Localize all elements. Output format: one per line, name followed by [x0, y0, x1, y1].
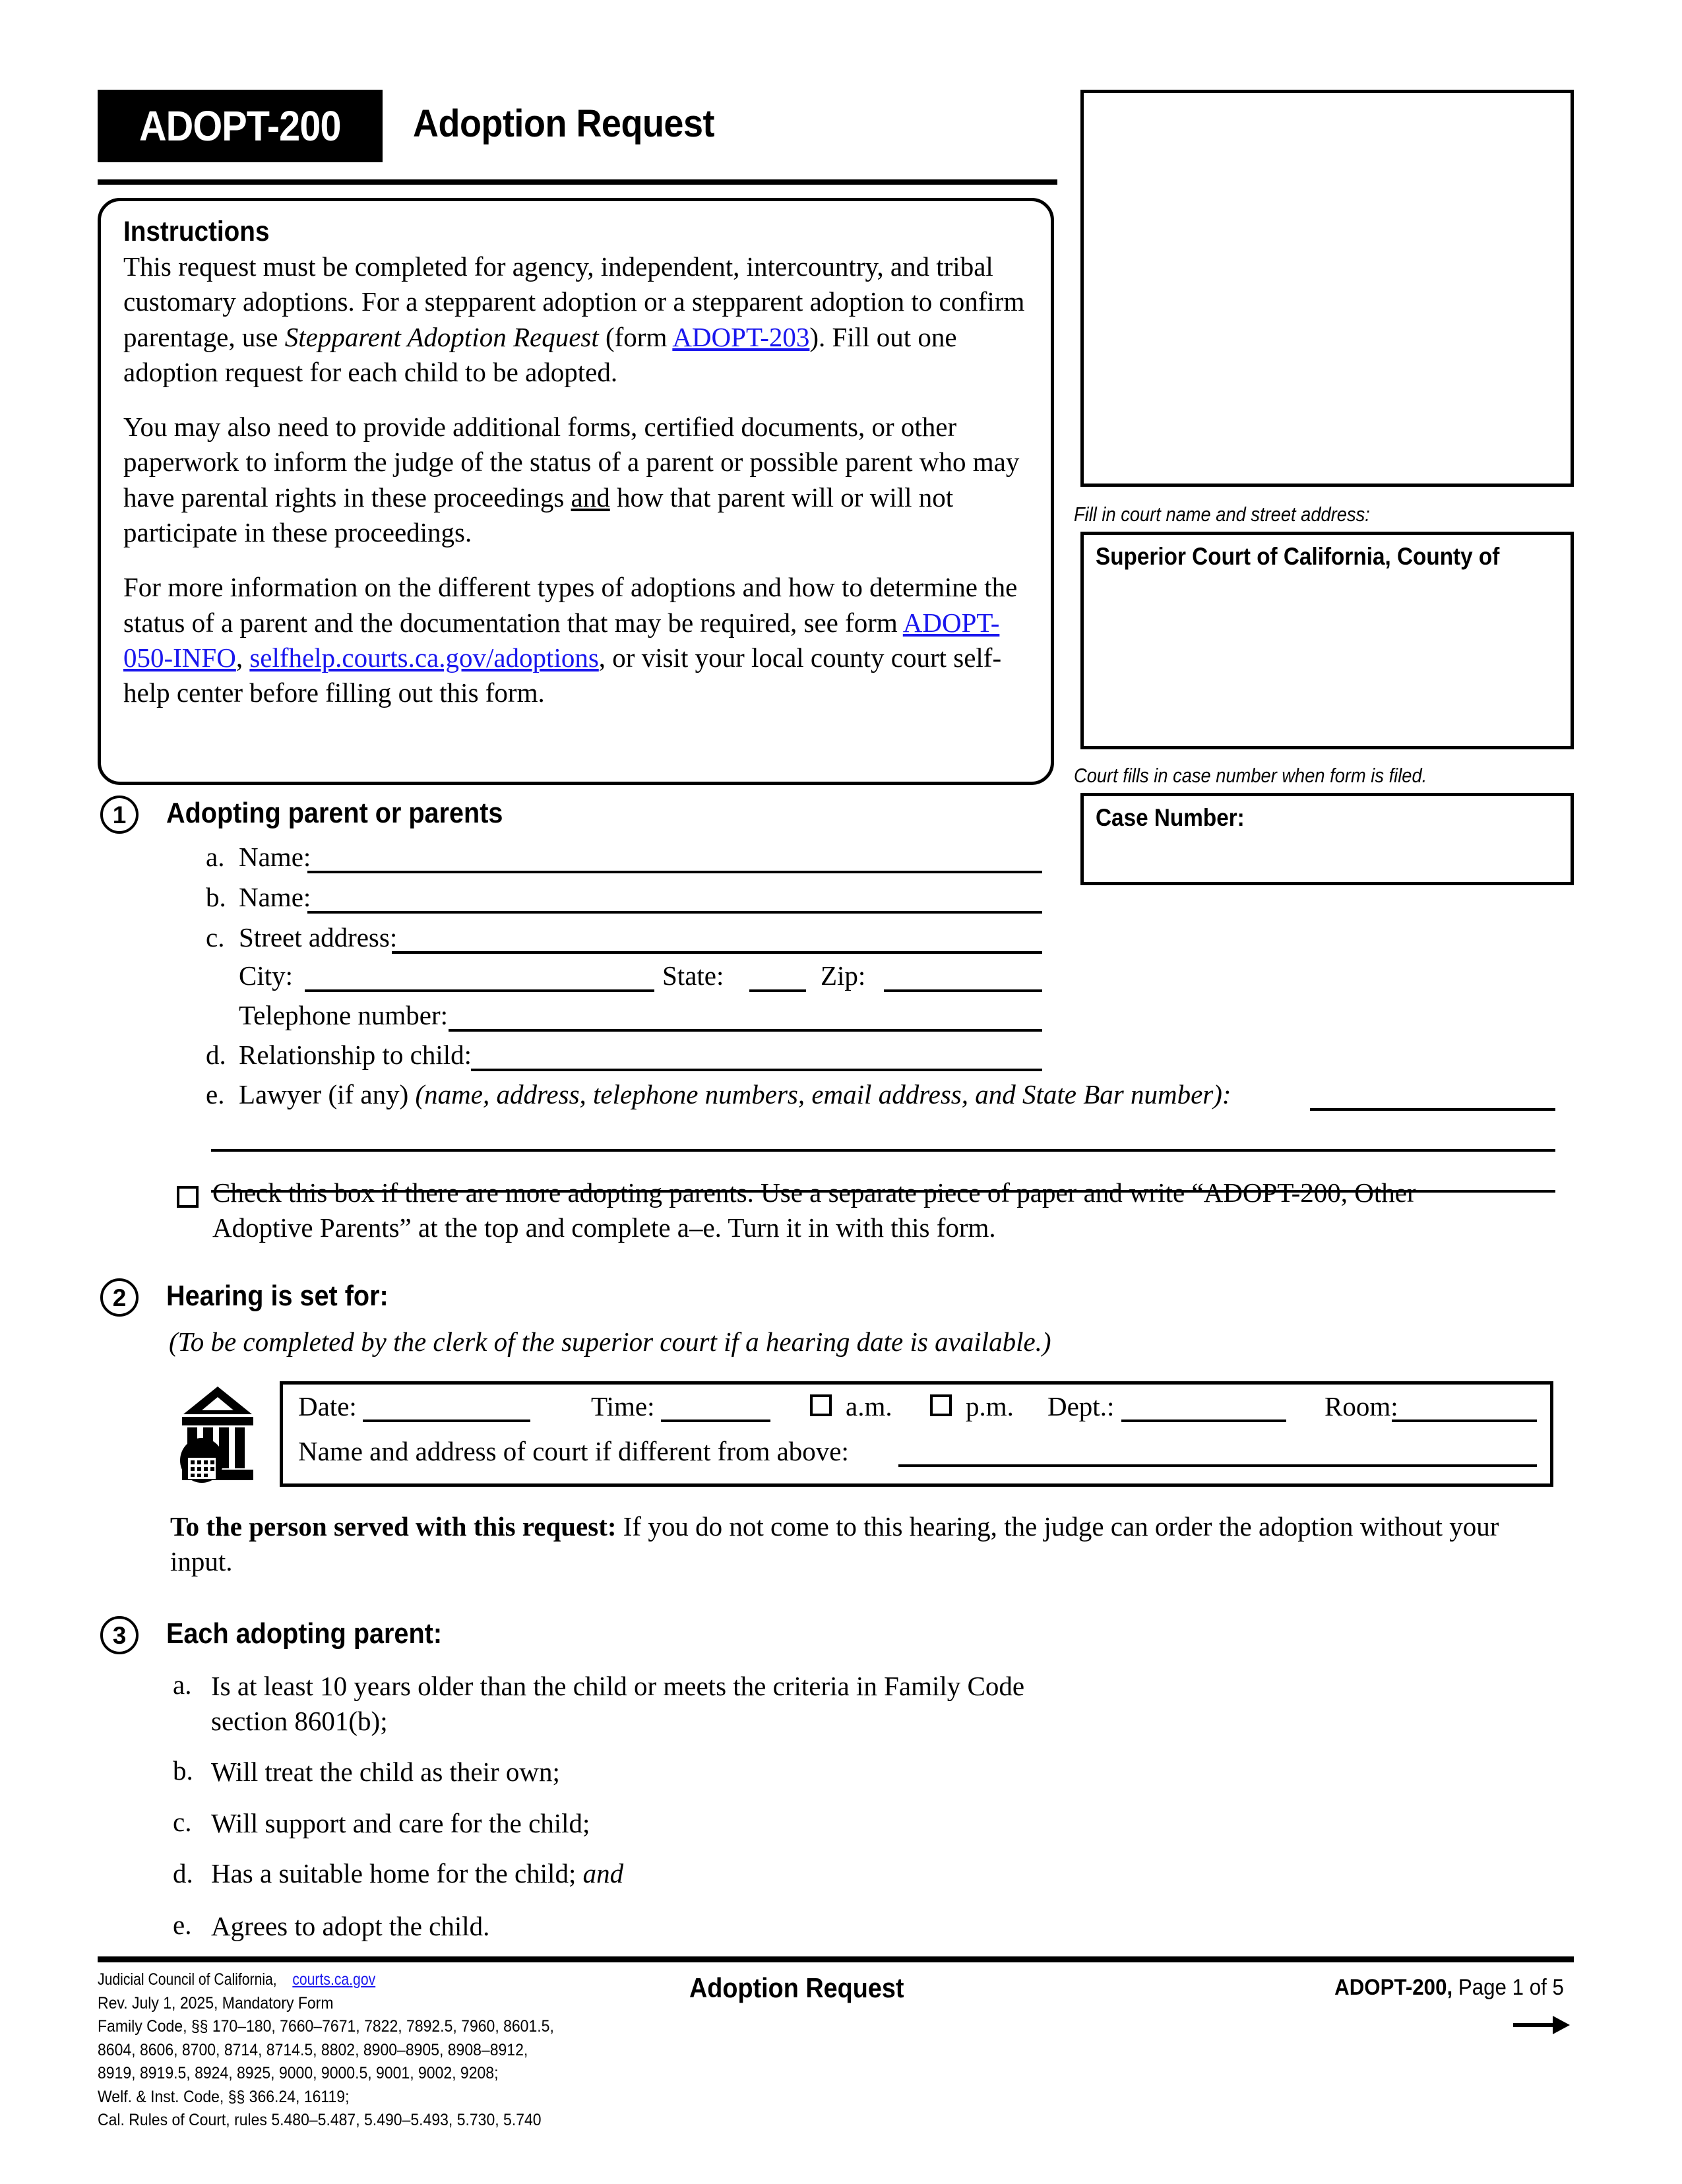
form-header — [98, 90, 1057, 175]
input-dept[interactable] — [1121, 1420, 1286, 1422]
item-1d-text: Relationship to child: — [239, 1040, 472, 1070]
notice-bold-lead: To the person served with this request: — [170, 1511, 617, 1542]
item-3d-label: d. — [173, 1858, 193, 1888]
input-lawyer-2[interactable] — [211, 1149, 1555, 1152]
footer-line-5: 8919, 8919.5, 8924, 8925, 9000, 9000.5, 9001, 9002, 9208; — [98, 2064, 499, 2082]
form-number-text: ADOPT-200 — [139, 102, 341, 150]
emphasis-and: and — [571, 482, 610, 513]
courts-ca-gov-link[interactable]: courts.ca.gov — [292, 1970, 376, 1989]
input-telephone[interactable] — [449, 1029, 1042, 1032]
footer-line-4: 8604, 8606, 8700, 8714, 8714.5, 8802, 8900–8905, 8908–8912, — [98, 2040, 528, 2059]
pm-label: p.m. — [966, 1391, 1014, 1421]
section-3-number: 3 — [100, 1616, 139, 1654]
item-3b-text: Will treat the child as their own; — [211, 1757, 560, 1787]
footer-page-info — [1324, 1975, 1574, 2001]
footer-legal-citations — [98, 1968, 594, 2133]
item-3a-label: a. — [173, 1669, 192, 1700]
footer-form-number: ADOPT-200, — [1334, 1975, 1453, 2000]
item-3d-text: Has a suitable home for the child; and — [211, 1858, 624, 1888]
section-2-number: 2 — [100, 1278, 139, 1317]
footer-line-2: Rev. July 1, 2025, Mandatory Form — [98, 1993, 334, 2012]
item-3d-and: and — [582, 1858, 624, 1888]
more-parents-text: Check this box if there are more adopting parents. Use a separate piece of paper and write “ADOPT-200, Other Adoptive Parents” at the top and complete a–e. Turn it in with this form. — [212, 1177, 1416, 1243]
room-label: Room: — [1324, 1391, 1398, 1421]
footer-line-1: Judicial Council of California,courts.ca.gov — [98, 1968, 594, 1992]
section-3-heading: Each adopting parent: — [166, 1617, 443, 1650]
pm-checkbox[interactable] — [930, 1394, 952, 1416]
input-state[interactable] — [749, 989, 806, 992]
form-name-italic: Stepparent Adoption Request — [284, 321, 599, 352]
court-name-label: Superior Court of California, County of — [1096, 543, 1500, 570]
item-3a-text: Is at least 10 years older than the child or meets the criteria in Family Code section 8601(b); — [211, 1671, 1025, 1737]
header-divider — [98, 179, 1057, 185]
selfhelp-adoptions-link[interactable]: selfhelp.courts.ca.gov/adoptions — [249, 642, 599, 673]
dept-label: Dept.: — [1047, 1391, 1115, 1421]
input-city[interactable] — [305, 989, 654, 992]
hearing-date-label: Date: — [298, 1391, 357, 1421]
court-name-box[interactable] — [1080, 532, 1574, 749]
am-checkbox[interactable] — [810, 1394, 832, 1416]
section-2-subtitle: (To be completed by the clerk of the superior court if a hearing date is available.) — [169, 1326, 1051, 1357]
item-1a-text: Name: — [239, 842, 311, 872]
instructions-box — [98, 198, 1054, 785]
telephone-label: Telephone number: — [239, 1000, 449, 1030]
footer-line-3: Family Code, §§ 170–180, 7660–7671, 7822, 7892.5, 7960, 8601.5, — [98, 2017, 554, 2036]
form-title: Adoption Request — [413, 102, 715, 145]
courthouse-icon — [178, 1384, 257, 1484]
instructions-heading: Instructions — [123, 216, 270, 247]
hearing-time-label: Time: — [591, 1391, 655, 1421]
next-page-arrow-icon — [1512, 2011, 1571, 2037]
case-number-caption: Court fills in case number when form is filed. — [1074, 764, 1427, 787]
item-3b-label: b. — [173, 1755, 193, 1786]
zip-label: Zip: — [821, 960, 866, 991]
section-2-heading: Hearing is set for: — [166, 1280, 389, 1312]
item-1b-label: b. — [206, 882, 226, 912]
input-hearing-time[interactable] — [661, 1420, 770, 1422]
input-court-address[interactable] — [898, 1464, 1537, 1467]
item-3c-label: c. — [173, 1807, 192, 1837]
item-1c-text: Street address: — [239, 922, 398, 952]
input-lawyer-1[interactable] — [1310, 1108, 1555, 1111]
item-1b-text: Name: — [239, 882, 311, 912]
item-3e-text: Agrees to adopt the child. — [211, 1911, 490, 1941]
footer-line-7: Cal. Rules of Court, rules 5.480–5.487, 5.490–5.493, 5.730, 5.740 — [98, 2111, 542, 2129]
adopt-203-link[interactable]: ADOPT-203 — [672, 321, 810, 352]
input-zip[interactable] — [884, 989, 1042, 992]
case-number-label: Case Number: — [1096, 804, 1245, 831]
item-1e-label: e. — [206, 1079, 225, 1109]
court-name-caption: Fill in court name and street address: — [1074, 503, 1370, 526]
footer-page-number: Page 1 of 5 — [1452, 1975, 1564, 2000]
court-address-label: Name and address of court if different from above: — [298, 1436, 849, 1466]
section-1-number: 1 — [100, 796, 139, 834]
item-3c-text: Will support and care for the child; — [211, 1808, 590, 1838]
notice-to-person-served: To the person served with this request: If you do not come to this hearing, the judge can order the adoption without your input. — [170, 1511, 1499, 1577]
case-number-box[interactable] — [1080, 793, 1574, 885]
item-1a-label: a. — [206, 842, 225, 872]
form-number-badge — [98, 90, 383, 162]
footer-form-title: Adoption Request — [689, 1972, 904, 2003]
input-relationship[interactable] — [471, 1069, 1042, 1071]
input-1b-name[interactable] — [307, 911, 1042, 914]
input-hearing-date[interactable] — [363, 1420, 530, 1422]
input-room[interactable] — [1392, 1420, 1537, 1422]
am-label: a.m. — [846, 1391, 892, 1421]
instructions-paragraph-3: For more information on the different types of adoptions and how to determine the status of a parent and the documentation that may be required, see form ADOPT-050-INFO, selfhelp.courts.ca.gov/adoptions, or visit your local county court self-help center before filling out this form. — [123, 572, 1018, 708]
instructions-paragraph-2: You may also need to provide additional forms, certified documents, or other paperwork to inform the judge of the status of a parent or possible parent who may have parental rights in these proceedings and how that parent will or will not participate in these proceedings. — [123, 412, 1020, 548]
clerk-stamp-box[interactable] — [1080, 90, 1574, 487]
input-1a-name[interactable] — [307, 871, 1042, 873]
item-1d-label: d. — [206, 1040, 226, 1070]
item-1e-hint: (name, address, telephone numbers, email address, and State Bar number): — [415, 1079, 1231, 1109]
adopt-050-info-link[interactable]: ADOPT-050-INFO — [123, 607, 1000, 673]
item-3e-label: e. — [173, 1910, 192, 1940]
state-label: State: — [662, 960, 724, 991]
item-1e-text: Lawyer (if any) (name, address, telephone numbers, email address, and State Bar number): — [239, 1079, 1231, 1109]
section-1-heading: Adopting parent or parents — [166, 797, 503, 829]
footer-divider — [98, 1956, 1574, 1962]
instructions-paragraph-1: This request must be completed for agency, independent, intercountry, and tribal customary adoptions. For a stepparent adoption or a stepparent adoption to confirm parentage, use Stepparent Adoption Request (form ADOPT-203). Fill out one adoption request for each child to be adopted. — [123, 251, 1025, 387]
input-1c-street[interactable] — [392, 951, 1042, 954]
city-label: City: — [239, 960, 294, 991]
more-parents-checkbox[interactable] — [177, 1186, 199, 1208]
item-1c-label: c. — [206, 922, 225, 952]
footer-line-6: Welf. & Inst. Code, §§ 366.24, 16119; — [98, 2087, 350, 2106]
